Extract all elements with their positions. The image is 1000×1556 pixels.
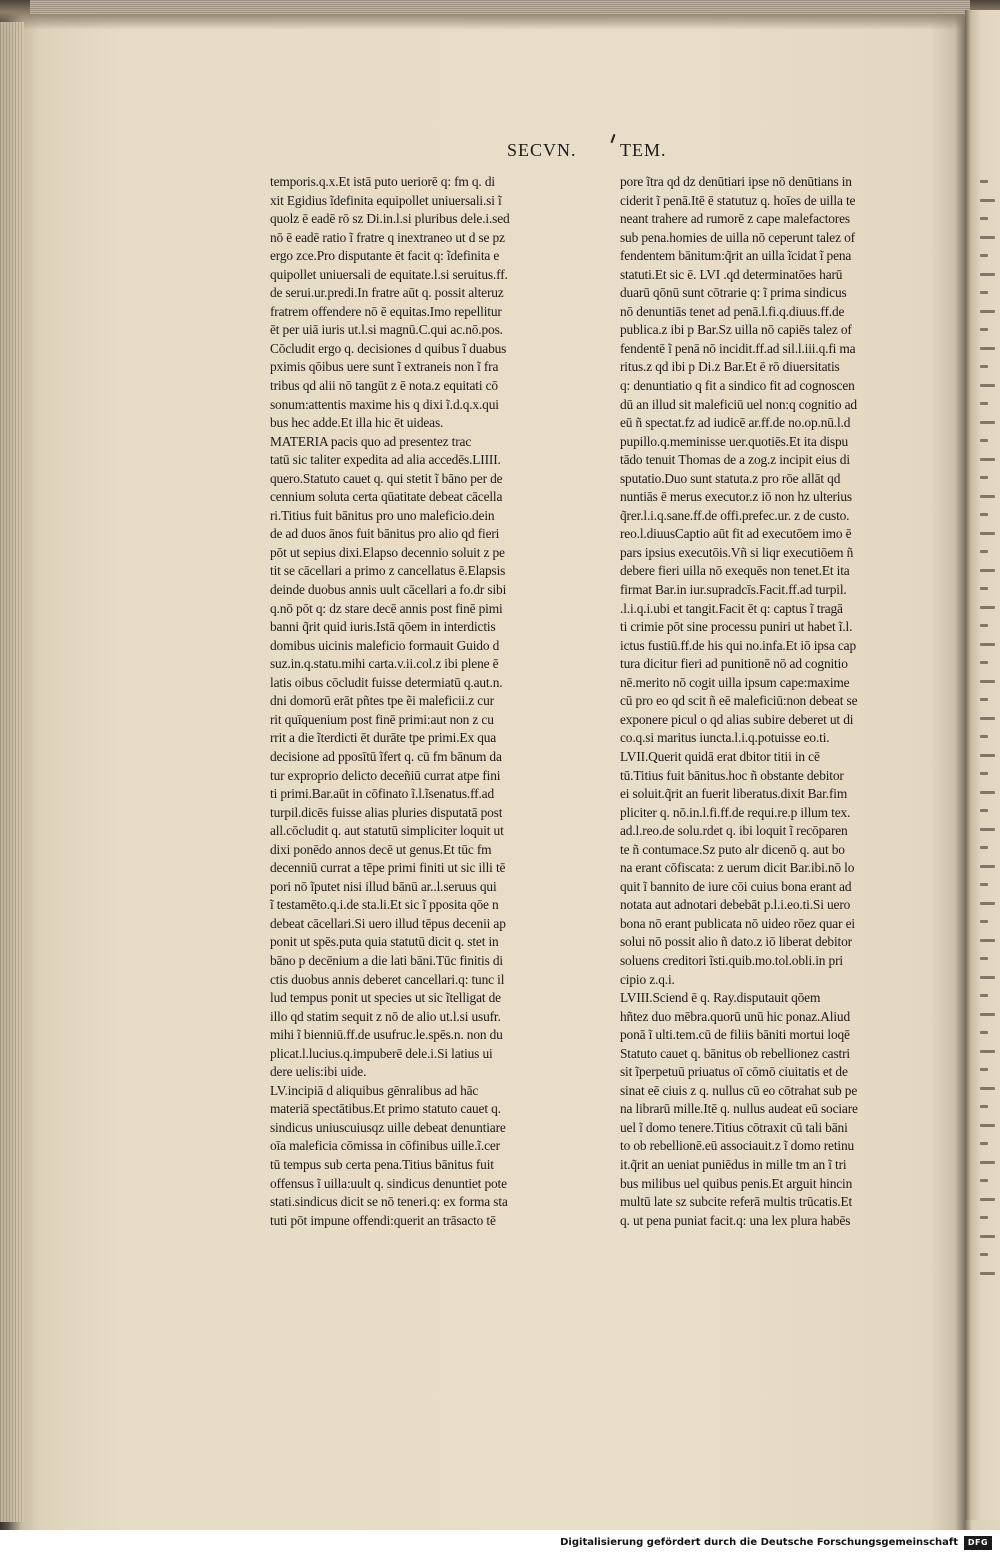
- text-line: LV.incipiā d aliquibus gēnralibus ad hāc: [270, 1082, 479, 1098]
- facing-page-text-mark: [980, 957, 988, 960]
- text-line: exponere picul o qd alias subire deberet ut di: [620, 711, 854, 727]
- facing-page-text-mark: [980, 846, 988, 849]
- facing-page-text-mark: [980, 1142, 988, 1145]
- text-line: bāno p decēnium a die lati bāni.Tūc finitis di: [270, 952, 503, 968]
- facing-page-text-mark: [980, 217, 988, 220]
- facing-page-text-mark: [980, 180, 988, 183]
- text-line: it.q̃rit an ueniat puniēdus in mille tm an ĩ tri: [620, 1156, 847, 1172]
- facing-page-text-mark: [980, 291, 988, 294]
- text-line: cennium soluta certa qūatitate debeat cācella: [270, 489, 503, 505]
- text-line: q. ut pena puniat facit.q: una lex plura habēs: [620, 1212, 851, 1228]
- facing-page-text-mark: [980, 439, 988, 442]
- text-line: q.nō pōt q: dz stare decē annis post finē pimi: [270, 600, 503, 616]
- text-line: fendentē ĩ penā nō incidit.ff.ad sil.l.iii.q.fi ma: [620, 340, 856, 356]
- text-line: Statuto cauet q. bānitus ob rebellionez castri: [620, 1045, 850, 1061]
- text-line: tatū sic taliter expedita ad alia accedēs.LIIII.: [270, 452, 501, 468]
- text-line: tit se cācellari a primo z cancellatus ē.Elapsis: [270, 563, 506, 579]
- facing-page-text-mark: [980, 920, 988, 923]
- text-line: ĩ testamēto.q.i.de sta.li.Et sic ĩ pposita qōe n: [270, 897, 499, 913]
- running-head-right: TEM.: [620, 140, 667, 160]
- text-line: bona nō erant publicata nō uideo rōez quar ei: [620, 915, 855, 931]
- facing-page-text-mark: [980, 1235, 995, 1238]
- text-line: turpil.dicēs fuisse alias pluries disputatā post: [270, 804, 503, 820]
- text-line: ponā ĩ ulti.tem.cū de filiis bāniti mortui loqē: [620, 1027, 850, 1043]
- facing-page-text-mark: [980, 421, 995, 424]
- facing-page-text-mark: [980, 550, 988, 553]
- text-line: bus milibus uel quibus penis.Et arguit hincin: [620, 1175, 853, 1191]
- text-line: pore ĩtra qd dz denūtiari ipse nō denūtians in: [620, 174, 852, 189]
- text-line: debeat cācellari.Si uero illud tēpus decenii ap: [270, 915, 506, 931]
- text-line: ti crimie pōt sine processu puniri ut habet ĩ.l.: [620, 619, 853, 635]
- text-line: de ad duos ānos fuit bānitus pro alio qd fieri: [270, 526, 500, 542]
- text-line: ri.Titius fuit bānitus pro uno maleficio.dein: [270, 507, 495, 523]
- text-line: temporis.q.x.Et istā puto ueriorē q: fm q. di: [270, 174, 495, 189]
- facing-page-text-mark: [980, 1198, 995, 1201]
- text-line: neant trahere ad rumorē z cape malefactores: [620, 211, 850, 227]
- facing-page-text-mark: [980, 624, 988, 627]
- text-line: publica.z ibi p Bar.Sz uilla nō capiēs talez of: [620, 322, 852, 338]
- text-line: firmat Bar.in iur.supradcīs.Facit.ff.ad turpil.: [620, 582, 847, 598]
- text-line: de serui.ur.predi.In fratre aūt q. possit alteruz: [270, 285, 504, 301]
- text-line: nō ē eadē ratio ĩ fratre q inextraneo ut d se pz: [270, 229, 505, 245]
- text-column-left: [270, 173, 560, 1230]
- text-line: sonum:attentis maxime his q dixi ĩ.d.q.x.qui: [270, 396, 499, 412]
- text-line: nuntiās ē merus executor.z iō non hz ulterius: [620, 489, 852, 505]
- facing-page-text-mark: [980, 976, 995, 979]
- text-line: ad.l.reo.de solu.rdet q. ibi loquit ĩ recōparen: [620, 823, 848, 839]
- text-line: suz.in.q.statu.mihi carta.v.ii.col.z ibi plene ē: [270, 656, 499, 672]
- facing-page-text-mark: [980, 384, 995, 387]
- text-line: MATERIA pacis quo ad presentez trac: [270, 433, 472, 449]
- text-line: ritus.z qd ibi p Di.z Bar.Et ē rō diuersitatis: [620, 359, 840, 375]
- text-line: duarū qōnū sunt cōtrarie q: ĩ prima sindicus: [620, 285, 847, 301]
- text-line: dixi ponēdo annos decē ut genus.Et tūc fm: [270, 841, 492, 857]
- footer-bar: [0, 1530, 1000, 1556]
- text-line: ei soluit.q̃rit an fuerit liberatus.dixit Bar.fim: [620, 786, 848, 802]
- dfg-logo: DFG: [964, 1536, 992, 1550]
- text-line: to ob rebellionē.eū associauit.z ĩ domo retinu: [620, 1138, 855, 1154]
- text-line: tura dicitur fieri ad punitionē nō ad cognitio: [620, 656, 848, 672]
- text-line: ergo zce.Pro disputante ēt facit q: ĩdefinita e: [270, 248, 500, 264]
- facing-page-text-mark: [980, 365, 988, 368]
- text-line: uel ĩ domo tenere.Titius cōtraxit cū tali bāni: [620, 1119, 848, 1135]
- text-line: cipio z.q.i.: [620, 971, 675, 987]
- facing-page-text-mark: [980, 532, 995, 535]
- facing-page-text-mark: [980, 236, 995, 239]
- text-line: quipollet uniuersali de equitate.l.si seruitus.ff.: [270, 266, 508, 282]
- text-line: nē.merito nō cogit uilla ipsum cape:maxime: [620, 674, 850, 690]
- text-line: te ñ contumace.Sz puto alr dicenō q. aut bo: [620, 841, 845, 857]
- facing-page-text-mark: [980, 458, 995, 461]
- facing-page-text-mark: [980, 717, 995, 720]
- facing-page-text-mark: [980, 1105, 988, 1108]
- facing-page-text-mark: [980, 809, 988, 812]
- facing-page-text-mark: [980, 865, 995, 868]
- facing-page-text-mark: [980, 1087, 995, 1090]
- facing-page-text-mark: [980, 772, 988, 775]
- text-line: quero.Statuto cauet q. qui stetit ĩ bāno per de: [270, 470, 503, 486]
- text-line: offensus ĩ uilla:uult q. sindicus denuntiet pote: [270, 1175, 507, 1191]
- text-line: plicat.l.lucius.q.impuberē dele.i.Si latius ui: [270, 1045, 493, 1061]
- text-line: quit ĩ bannito de iure cōi cuius bona erant ad: [620, 878, 852, 894]
- text-line: na librarū mille.Itē q. nullus audeat eū sociare: [620, 1101, 858, 1117]
- facing-page-text-mark: [980, 402, 988, 405]
- facing-page-text-mark: [980, 1068, 988, 1071]
- text-line: sub pena.homies de uilla nō ceperunt talez of: [620, 229, 855, 245]
- text-line: decenniū currat a tēpe primi finiti ut sic illi tē: [270, 860, 506, 876]
- facing-page-text-mark: [980, 883, 988, 886]
- facing-page-text-mark: [980, 1050, 995, 1053]
- facing-page-text-mark: [980, 939, 995, 942]
- facing-page-text-mark: [980, 1124, 995, 1127]
- text-line: domibus uicinis maleficio formauit Guido d: [270, 637, 500, 653]
- text-line: rrit a die ĩterdicti ēt durāte tpe primi.Ex qua: [270, 730, 497, 746]
- text-line: statuti.Et sic ē. LVI .qd determinatōes harū: [620, 266, 843, 282]
- facing-page-text-mark: [980, 587, 988, 590]
- text-line: banni q̃rit quid iuris.Istā qōem in interdictis: [270, 619, 496, 635]
- text-line: pori nō ĩputet nisi illud bānū ar..l.seruus qui: [270, 878, 497, 894]
- text-line: Cōcludit ergo q. decisiones d quibus ĩ duabus: [270, 340, 507, 356]
- text-line: bus hec adde.Et illa hic ēt uideas.: [270, 415, 444, 431]
- facing-page-text-mark: [980, 1179, 988, 1182]
- running-head-left: SECVN.: [507, 140, 577, 160]
- facing-page-text-mark: [980, 513, 988, 516]
- text-line: oīa maleficia cōmissa in cōfinibus uille.ĩ.cer: [270, 1138, 500, 1154]
- text-line: pliciter q. nō.in.l.fi.ff.de requi.re.p illum tex.: [620, 804, 851, 820]
- facing-page-text-mark: [980, 1161, 995, 1164]
- facing-page-text-mark: [980, 661, 988, 664]
- text-line: eū ñ spectat.fz ad iudicē ar.ff.de no.op.nū.l.d: [620, 415, 851, 431]
- facing-page-text-mark: [980, 495, 995, 498]
- text-line: pupillo.q.meminisse uer.quotiēs.Et ita dispu: [620, 433, 849, 449]
- text-line: lud tempus ponit ut species ut sic ĩtelligat de: [270, 990, 501, 1006]
- text-line: q̃rer.l.i.q.sane.ff.de offi.prefec.ur. z de custo.: [620, 507, 850, 523]
- text-line: sinat eē ciuis z q. nullus cū eo cōtrahat sub pe: [620, 1082, 858, 1098]
- text-line: tur exproprio delicto deceñiū currat atpe fini: [270, 767, 501, 783]
- book-top-edge: [30, 0, 970, 14]
- text-line: .l.i.q.i.ubi et tangit.Facit ēt q: captus ĩ tragā: [620, 600, 843, 616]
- facing-page-text-mark: [980, 310, 995, 313]
- facing-page-text-mark: [980, 328, 988, 331]
- text-line: dere uelis:ibi uide.: [270, 1064, 367, 1080]
- text-line: illo qd statim sequit z nō de alio ut.l.si usufr.: [270, 1008, 501, 1024]
- facing-page-text-mark: [980, 1013, 995, 1016]
- text-line: reo.l.diuusCaptio aūt fit ad executōem imo ē: [620, 526, 852, 542]
- text-line: fratrem offendere nō ē equitas.Imo repellitur: [270, 303, 502, 319]
- text-line: sputatio.Duo sunt statuta.z pro rōe allāt qd: [620, 470, 841, 486]
- facing-page-text-mark: [980, 606, 995, 609]
- text-line: decisione ad pposītū ĩfert q. cū fm bānum da: [270, 748, 502, 764]
- text-line: LVIII.Sciend ē q. Ray.disputauit qōem: [620, 990, 821, 1006]
- text-line: deinde duobus annis uult cācellari a fo.dr sibi: [270, 582, 507, 598]
- text-line: xit Egidius ĩdefinita equipollet uniuersali.si ĩ: [270, 192, 502, 208]
- page-edges-left: [0, 22, 24, 1522]
- facing-page-text-mark: [980, 698, 988, 701]
- text-line: ēt per uiā iuris ut.l.si magnū.C.qui ac.nō.pos.: [270, 322, 503, 338]
- text-column-right: [620, 173, 910, 1230]
- text-line: LVII.Querit quidā erat dbitor titii in cē: [620, 748, 820, 764]
- facing-page-text-mark: [980, 476, 988, 479]
- text-line: dū an illud sit maleficiū uel non:q cognitio ad: [620, 396, 857, 412]
- text-line: fendentem bānitum:q̃rit an uilla ĩcidat ĩ pena: [620, 248, 852, 264]
- facing-page-text-mark: [980, 902, 995, 905]
- text-line: ctis duobus annis deberet cancellari.q: tunc il: [270, 971, 505, 987]
- text-line: sindicus uniuscuiusqz uille debeat denuntiare: [270, 1119, 506, 1135]
- text-line: cū pro eo qd scit ñ eē maleficiū:non debeat se: [620, 693, 858, 709]
- text-line: stati.sindicus dicit se nō teneri.q: ex forma sta: [270, 1194, 508, 1210]
- facing-page-text-mark: [980, 1031, 988, 1034]
- facing-page-text-mark: [980, 754, 995, 757]
- text-line: tādo tenuit Thomas de a zog.z incipit eius di: [620, 452, 850, 468]
- text-line: materiā spectātibus.Et primo statuto cauet q.: [270, 1101, 501, 1117]
- text-line: quolz ē eadē rō sz Di.in.l.si pluribus dele.i.sed: [270, 211, 510, 227]
- facing-page-text-mark: [980, 199, 995, 202]
- facing-page-text-mark: [980, 791, 995, 794]
- text-line: pximis qōibus uere sunt ĩ extraneis non ĩ fra: [270, 359, 499, 375]
- text-line: hñtez duo mēbra.quorū unū hic ponaz.Aliud: [620, 1008, 850, 1024]
- text-line: mihi ĩ bienniū.ff.de usufruc.le.spēs.n. non du: [270, 1027, 503, 1043]
- facing-page-text-mark: [980, 680, 995, 683]
- facing-page-text-mark: [980, 347, 995, 350]
- text-line: sit ĩperpetuū priuatus oī cōmō ciuitatis et de: [620, 1064, 848, 1080]
- text-line: ti primi.Bar.aūt in cōfinato ĩ.l.ĩsenatus.ff.ad: [270, 786, 495, 802]
- text-line: ictus fustiū.ff.de his qui no.infa.Et iō ipsa cap: [620, 637, 856, 653]
- footer-credit: Digitalisierung gefördert durch die Deutsche Forschungsgemeinschaft: [560, 1537, 958, 1548]
- facing-page-text-mark: [980, 569, 995, 572]
- text-line: q: denuntiatio q fit a sindico fit ad cognoscen: [620, 378, 855, 394]
- facing-page-text-mark: [980, 1253, 988, 1256]
- facing-page-text-mark: [980, 735, 988, 738]
- text-line: pars ipsius executōis.Vñ si liqr executiōem ñ: [620, 544, 854, 560]
- facing-page-text-mark: [980, 828, 995, 831]
- text-line: pōt ut sepius dixi.Elapso decennio soluit z pe: [270, 544, 505, 560]
- text-line: tū.Titius fuit bānitus.hoc ñ obstante debitor: [620, 767, 844, 783]
- text-line: multū late sz subcite referā multis trūcatis.Et: [620, 1194, 853, 1210]
- text-line: dni domorū erāt pñtes tpe ẽi maleficii.z cur: [270, 693, 494, 709]
- text-line: tribus qd alii nō tangūt z ē nota.z equitati cō: [270, 378, 498, 394]
- text-line: co.q.si maritus iuncta.l.i.q.potuisse eo.ti.: [620, 730, 830, 746]
- text-line: na erant cōfiscata: z uerum dicit Bar.ibi.nō lo: [620, 860, 855, 876]
- text-line: ponit ut spēs.puta quia statutū dicit q. stet in: [270, 934, 499, 950]
- text-line: solui nō possit alio ñ dato.z iō liberat debitor: [620, 934, 852, 950]
- facing-page-text-mark: [980, 1216, 988, 1219]
- facing-page-text-mark: [980, 1272, 995, 1275]
- text-line: debere fieri uilla nō exequēs non tenet.Et ita: [620, 563, 850, 579]
- text-line: soluens creditori ĩsti.quib.mo.tol.obli.in pri: [620, 952, 843, 968]
- text-line: rit quīquenium post finē primi:aut non z cu: [270, 711, 494, 727]
- text-line: tuti pōt impune offendi:querit an trāsacto tē: [270, 1212, 496, 1228]
- facing-page-text-mark: [980, 273, 995, 276]
- text-line: latis oibus cōcludit fuisse determiatū q.aut.n.: [270, 674, 503, 690]
- text-line: notata aut adnotari debebāt p.l.i.eo.ti.Si uero: [620, 897, 851, 913]
- text-line: tū tempus sub certa pena.Titius bānitus fuit: [270, 1156, 494, 1172]
- text-line: all.cōcludit q. aut statutū simpliciter loquit ut: [270, 823, 504, 839]
- facing-page-text-mark: [980, 643, 995, 646]
- facing-page-text-mark: [980, 254, 988, 257]
- facing-page-text-mark: [980, 994, 988, 997]
- text-line: nō denuntiās tenet ad penā.l.fi.q.diuus.ff.de: [620, 303, 845, 319]
- text-line: ciderit ĩ penā.Itē ē statutuz q. hoīes de uilla te: [620, 192, 856, 208]
